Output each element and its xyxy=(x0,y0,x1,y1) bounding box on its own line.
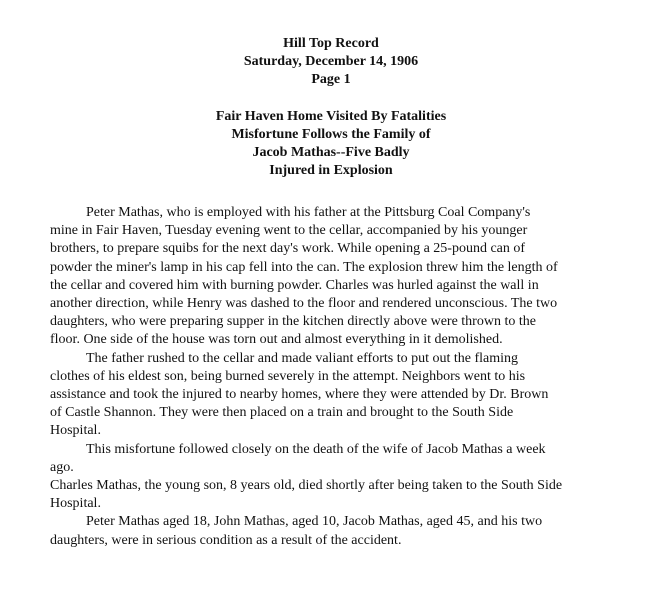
article-line: daughters, who were preparing supper in the kitchen directly above were thrown to the xyxy=(50,314,536,330)
article-line: clothes of his eldest son, being burned severely in the attempt. Neighbors went to his xyxy=(50,368,526,384)
article-line: another direction, while Henry was dashed to the floor and rendered unconscious. The two xyxy=(50,296,558,312)
article-line: Peter Mathas, who is employed with his father at the Pittsburg Coal Company's xyxy=(86,205,531,220)
article-line: powder the miner's lamp in his cap fell into the can. The explosion threw him the length of xyxy=(50,259,558,275)
article-body xyxy=(50,204,640,550)
headline-line-4: Injured in Explosion xyxy=(269,163,393,178)
article-line: mine in Fair Haven, Tuesday evening went to the cellar, accompanied by his younger xyxy=(50,223,528,239)
article-line: Charles Mathas, the young son, 8 years old, died shortly after being taken to the South Side xyxy=(50,478,563,494)
publication-date: Saturday, December 14, 1906 xyxy=(243,54,419,69)
article-line: Hospital. xyxy=(50,496,101,512)
article-line: The father rushed to the cellar and made valiant efforts to put out the flaming xyxy=(86,350,519,366)
article-line: ago. xyxy=(50,459,74,475)
newspaper-name: Hill Top Record xyxy=(283,36,379,51)
article-line: Peter Mathas aged 18, John Mathas, aged 10, Jacob Mathas, aged 45, and his two xyxy=(86,514,543,530)
masthead xyxy=(0,35,662,89)
article-line: Hospital. xyxy=(50,423,101,439)
headline-line-2: Misfortune Follows the Family of xyxy=(231,127,431,142)
article-line: the cellar and covered him with burning powder. Charles was hurled against the wall in xyxy=(50,277,539,293)
page-number: Page 1 xyxy=(311,72,351,87)
headline-line-3: Jacob Mathas--Five Badly xyxy=(252,145,410,160)
article-headline xyxy=(0,108,662,180)
article-line: of Castle Shannon. They were then placed on a train and brought to the South Side xyxy=(50,405,514,421)
article-line: assistance and took the injured to nearby homes, where they were attended by Dr. Brown xyxy=(50,387,549,403)
headline-line-1: Fair Haven Home Visited By Fatalities xyxy=(215,109,447,124)
article-line: floor. One side of the house was torn out and almost everything in it demolished. xyxy=(50,332,503,348)
article-line: daughters, were in serious condition as a result of the accident. xyxy=(50,532,402,548)
article-line: brothers, to prepare squibs for the next day's work. While opening a 25-pound can of xyxy=(50,241,526,257)
article-line: This misfortune followed closely on the death of the wife of Jacob Mathas a week xyxy=(86,441,546,457)
